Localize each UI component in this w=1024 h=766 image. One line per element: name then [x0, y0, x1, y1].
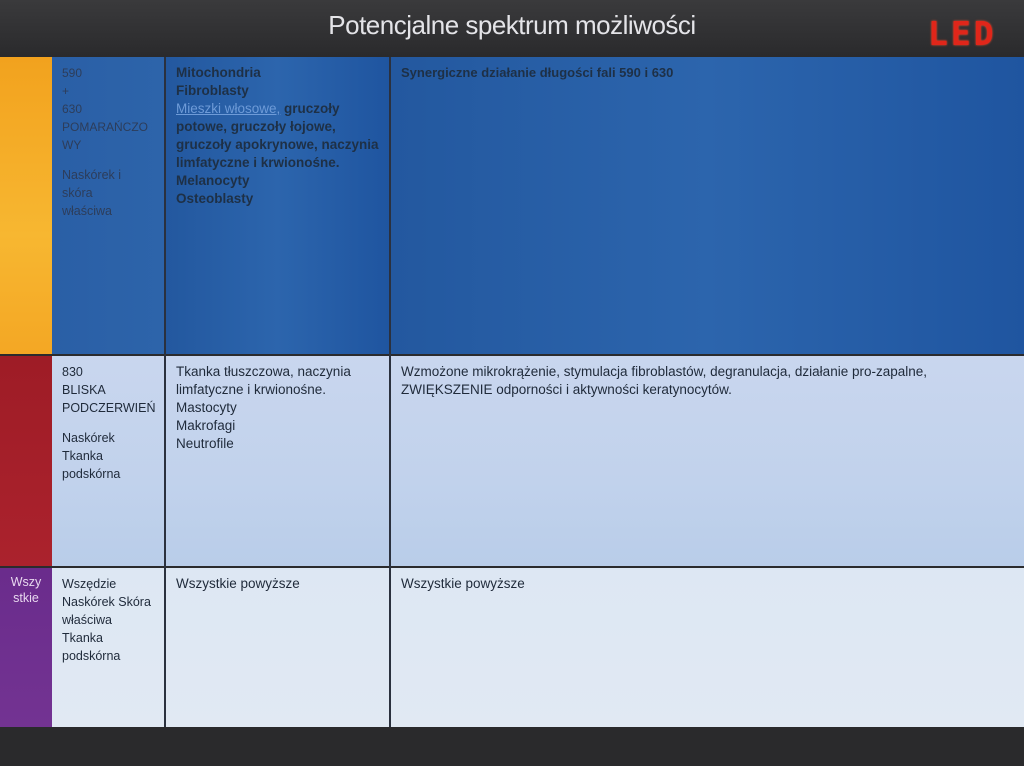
row3-label-2: stkie: [13, 591, 39, 605]
row1-target-mitochondria: Mitochondria: [176, 65, 261, 80]
row1-targets-cell: [166, 57, 389, 354]
row3-targets-cell: [166, 568, 389, 727]
row2-effect-cell: [391, 356, 1024, 566]
page-title: Potencjalne spektrum możliwości: [328, 10, 696, 40]
row1-wl-1: 590: [62, 66, 83, 80]
row1-depth-1: Naskórek i: [62, 168, 122, 182]
spectrum-table: [0, 57, 1024, 727]
column-divider: [389, 57, 391, 727]
row1-wl-3: 630: [62, 102, 83, 116]
row1-wl-2: +: [62, 84, 70, 98]
row3-depth-1: Wszędzie: [62, 577, 117, 591]
row1-target-fibroblasty: Fibroblasty: [176, 83, 249, 98]
row3-label: [0, 568, 52, 606]
row3-depth-cell: [52, 568, 164, 727]
row2-targets-cell: [166, 356, 389, 566]
row3-depth-2: Naskórek Skóra: [62, 595, 151, 609]
row2-effect: Wzmożone mikrokrążenie, stymulacja fibroblastów, degranulacja, działanie pro-zapalne, ZWIĘKSZENIE odporności i aktywności keratynocytów.: [401, 364, 928, 397]
row1-depth-3: właściwa: [62, 204, 113, 218]
row1-target-glands-text: gruczoły potowe, gruczoły łojowe, gruczoły apokrynowe, naczynia limfatyczne i krwionośne.: [176, 101, 379, 170]
row1-wavelength-cell: [52, 57, 164, 354]
row2-target-4: Neutrofile: [176, 436, 234, 451]
orange-stripe: [0, 57, 52, 354]
row1-wl-4: POMARAŃCZO: [62, 120, 149, 134]
column-divider: [164, 57, 166, 727]
row3-effect: Wszystkie powyższe: [401, 576, 525, 591]
row1-depth-2: skóra: [62, 186, 93, 200]
row1-wl-5: WY: [62, 138, 82, 152]
led-badge: LED: [928, 14, 997, 53]
row2-wl-2: BLISKA: [62, 383, 106, 397]
row2-target-2: Mastocyty: [176, 400, 237, 415]
row1-target-osteoblasty: Osteoblasty: [176, 191, 254, 206]
row3-effect-cell: [391, 568, 1024, 727]
row1-target-melanocyty: Melanocyty: [176, 173, 250, 188]
row2-wavelength-cell: [52, 356, 164, 566]
row2-depth-3: podskórna: [62, 467, 121, 481]
row3-depth-5: podskórna: [62, 649, 121, 663]
row1-effect-cell: [391, 57, 1024, 354]
footer-bar: [0, 727, 1024, 766]
row3-targets: Wszystkie powyższe: [176, 576, 300, 591]
row2-wl-3: PODCZERWIEŃ: [62, 401, 156, 415]
header-bar: [0, 0, 1024, 57]
row2-wl-1: 830: [62, 365, 83, 379]
row1-effect: Synergiczne działanie długości fali 590 i 630: [401, 65, 674, 80]
red-stripe: [0, 356, 52, 566]
row3-depth-3: właściwa: [62, 613, 113, 627]
row1-target-glands: [176, 100, 379, 172]
row2-target-3: Makrofagi: [176, 418, 236, 433]
row2-depth-2: Tkanka: [62, 449, 103, 463]
hair-follicles-link[interactable]: Mieszki włosowe,: [176, 101, 281, 116]
violet-stripe: [0, 568, 52, 727]
row3-label-1: Wszy: [10, 575, 42, 589]
row2-target-1: Tkanka tłuszczowa, naczynia limfatyczne i krwionośne.: [176, 364, 351, 397]
row2-depth-1: Naskórek: [62, 431, 115, 445]
row3-depth-4: Tkanka: [62, 631, 103, 645]
